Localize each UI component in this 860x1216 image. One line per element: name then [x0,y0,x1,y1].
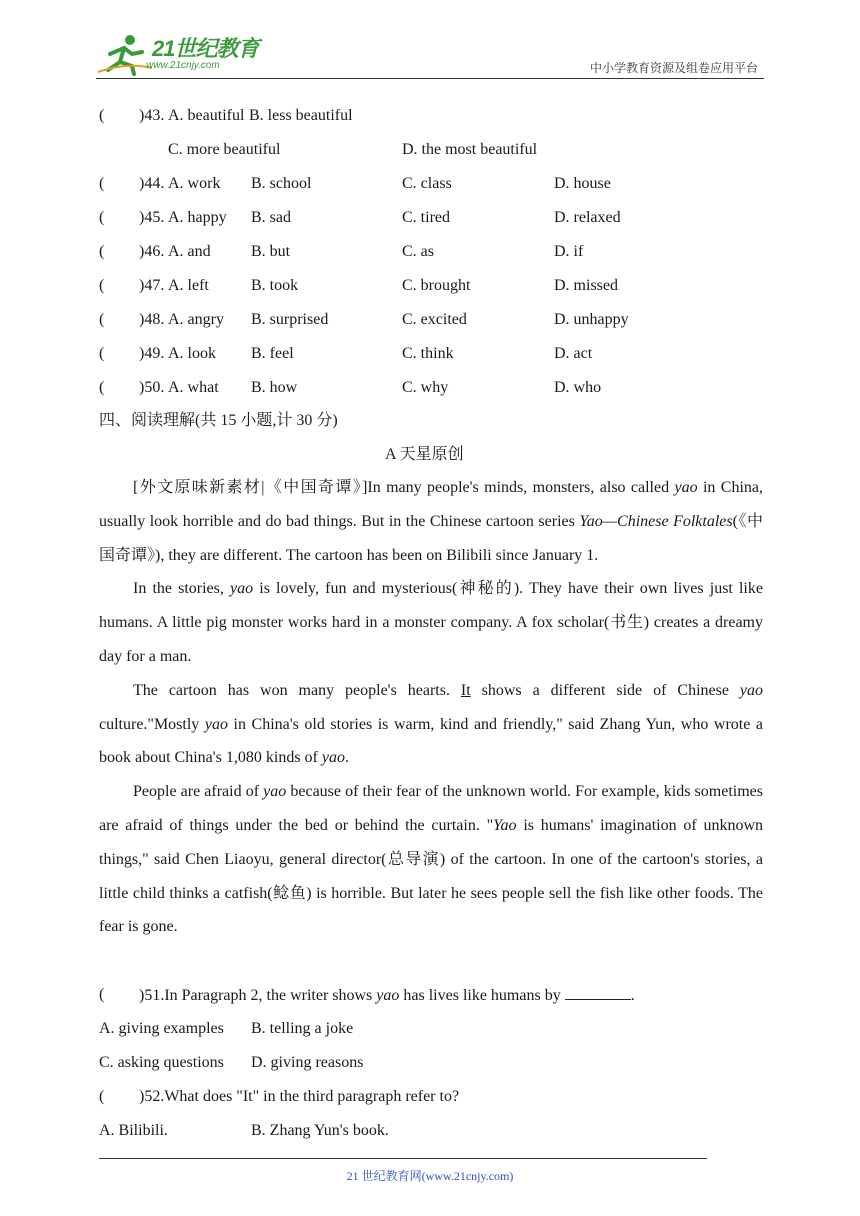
option-a: A. angry [168,311,224,328]
option-d: D. giving reasons [251,1054,364,1071]
footer-divider [99,1158,707,1159]
option-b: B. sad [251,209,291,226]
option-c: C. more beautiful [168,141,281,158]
option-c: C. as [402,243,434,260]
option-c: C. why [402,379,449,396]
option-a: A. Bilibili. [99,1122,168,1139]
option-a: A. look [168,345,216,362]
question-number: )45. [139,209,165,226]
answer-paren: ( [99,107,105,124]
option-b: B. surprised [251,311,329,328]
platform-name: 中小学教育资源及组卷应用平台 [589,61,758,75]
paragraph-2: In the stories, yao is lovely, fun and mysterious(神秘的). They have their own lives just like humans. A little pig monster works hard in a monster company. A fox scholar(书生) creates a dreamy day for a man. [99,580,763,665]
option-c: C. asking questions [99,1054,224,1071]
answer-paren: ( [99,209,105,226]
section-title: 四、阅读理解(共 15 小题,计 30 分) [99,412,338,429]
page-footer: 21 世纪教育网(www.21cnjy.com) [346,1169,514,1183]
option-b: B. school [251,175,312,192]
option-d: D. missed [554,277,618,294]
question-number: )47. [139,277,165,294]
option-c: C. class [402,175,452,192]
logo-url: www.21cnjy.com [146,60,220,71]
option-c: C. think [402,345,454,362]
option-d: D. the most beautiful [402,141,538,158]
option-d: D. who [554,379,602,396]
reading-passage [99,471,763,944]
option-b: B. how [251,379,298,396]
question-number: )50. [139,379,165,396]
question-stem: )52.What does "It" in the third paragraph refer to? [139,1088,460,1105]
option-c: C. tired [402,209,450,226]
option-a: A. what [168,379,219,396]
logo-text: 21世纪教育 [152,36,259,61]
answer-paren: ( [99,379,105,396]
option-a: A. giving examples [99,1020,224,1037]
option-a: A. and [168,243,211,260]
answer-paren: ( [99,1088,105,1105]
option-d: D. unhappy [554,311,629,328]
question-number: )43. [139,107,165,124]
option-b: B. telling a joke [251,1020,354,1037]
option-a: A. left [168,277,209,294]
option-d: D. relaxed [554,209,621,226]
paragraph-3: The cartoon has won many people's hearts. It shows a different side of Chinese yao culture."Mostly yao in China's old stories is warm, kind and friendly," said Zhang Yun, who wrote a book about China's 1,080 kinds of yao. [99,681,764,767]
option-b: B. feel [251,345,294,362]
answer-paren: ( [99,345,105,362]
paragraph-4: People are afraid of yao because of their fear of the unknown world. For example, kids sometimes are afraid of things under the bed or behind the curtain. "Yao is humans' imagination of unknown things," said Chen Liaoyu, general director(总导演) of the cartoon. In one of the cartoon's stories, a little child thinks a catfish(鲶鱼) is horrible. But later he sees people sell the fish like other foods. The fear is gone. [99,783,764,936]
answer-paren: ( [99,277,105,294]
question-number: )48. [139,311,165,328]
logo [96,32,266,76]
option-b: B. took [251,277,299,294]
runner-logo-icon [96,32,152,76]
option-b: B. less beautiful [249,107,353,124]
option-a: A. happy [168,209,227,226]
option-d: D. house [554,175,611,192]
option-a: A. beautiful [168,107,245,124]
option-b: B. but [251,243,291,260]
option-d: D. act [554,345,593,362]
answer-paren: ( [99,311,105,328]
option-c: C. excited [402,311,467,328]
question-number: )49. [139,345,165,362]
question-number: )44. [139,175,165,192]
passage-title: A 天星原创 [385,446,464,463]
paragraph-1: [外文原味新素材|《中国奇谭》]In many people's minds, monsters, also called yao in China, usually look horrible and do bad things. But in the Chinese cartoon series Yao—Chinese Folktales(《中国奇谭》), they are different. The cartoon has been on Bilibili since January 1. [99,479,763,564]
page-header [96,32,764,79]
question-stem: )51.In Paragraph 2, the writer shows yao has lives like humans by . [139,987,635,1004]
answer-blank [565,985,631,1000]
option-c: C. brought [402,277,471,294]
question-number: )46. [139,243,165,260]
option-a: A. work [168,175,221,192]
option-b: B. Zhang Yun's book. [251,1122,389,1139]
answer-paren: ( [99,243,105,260]
answer-paren: ( [99,175,105,192]
option-d: D. if [554,243,584,260]
answer-paren: ( [99,986,105,1003]
